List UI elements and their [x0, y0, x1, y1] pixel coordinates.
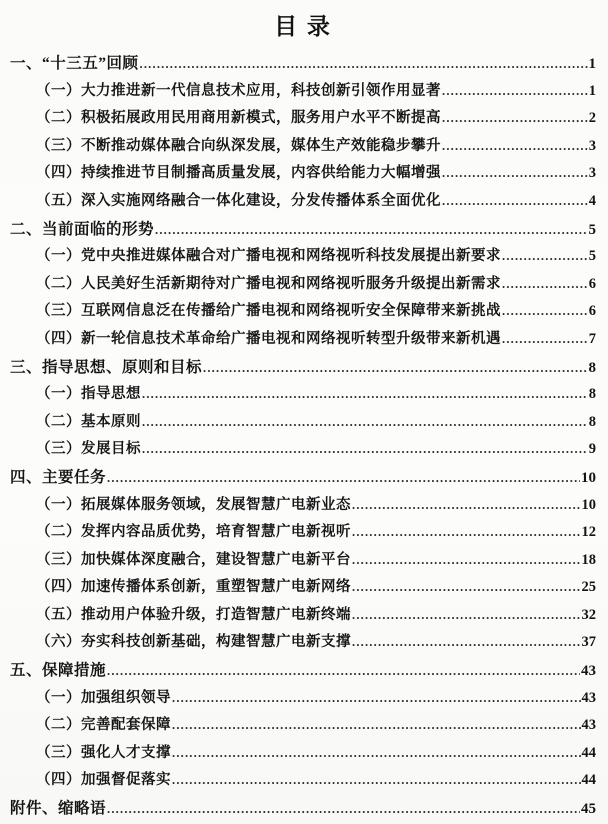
dot-leader: [352, 498, 581, 513]
toc-entry[interactable]: [10, 410, 596, 438]
dot-leader: [442, 111, 588, 126]
toc-entry-page: 6: [588, 275, 596, 292]
toc-entry[interactable]: [10, 548, 596, 576]
toc-entry-label: （六）夯实科技创新基础，构建智慧广电新支撑: [36, 634, 351, 651]
toc-entry-page: 7: [588, 330, 596, 347]
toc-entry-label: （三）加快媒体深度融合，建设智慧广电新平台: [36, 551, 351, 568]
toc-entry-label: 三、指导思想、原则和目标: [10, 358, 203, 376]
toc-entry-page: 8: [588, 413, 596, 430]
toc-entry-page: 32: [581, 606, 596, 623]
dot-leader: [172, 746, 581, 761]
toc-entry[interactable]: [10, 741, 596, 769]
toc-entry[interactable]: [10, 299, 596, 327]
toc-entry-page: 12: [581, 524, 596, 541]
dot-leader: [172, 691, 581, 706]
dot-leader: [442, 139, 588, 154]
dot-leader: [107, 802, 580, 817]
toc-entry-label: （二）基本原则: [36, 413, 141, 430]
toc-entry-page: 4: [588, 192, 596, 209]
dot-leader: [107, 471, 580, 486]
toc-entry[interactable]: [10, 106, 596, 134]
toc-entry[interactable]: [10, 51, 596, 79]
toc-entry[interactable]: [10, 575, 596, 603]
toc-entry[interactable]: [10, 217, 596, 245]
toc-entry-label: （五）深入实施网络融合一体化建设，分发传播体系全面优化: [36, 192, 441, 209]
dot-leader: [352, 525, 581, 540]
dot-leader: [172, 773, 581, 788]
dot-leader: [502, 304, 588, 319]
toc-entry-page: 43: [581, 663, 596, 680]
dot-leader: [442, 84, 588, 99]
dot-leader: [502, 332, 588, 347]
toc-entry-label: 二、当前面临的形势: [10, 220, 155, 238]
toc-entry-page: 5: [588, 248, 596, 265]
toc-entry-page: 45: [581, 801, 596, 818]
dot-leader: [140, 57, 588, 72]
toc-entry[interactable]: [10, 658, 596, 686]
toc-entry[interactable]: [10, 437, 596, 465]
dot-leader: [142, 442, 588, 457]
toc-entry-label: （一）拓展媒体服务领域，发展智慧广电新业态: [36, 496, 351, 513]
toc-entry[interactable]: [10, 603, 596, 631]
dot-leader: [142, 387, 588, 402]
toc-entry-label: （四）加速传播体系创新，重塑智慧广电新网络: [36, 579, 351, 596]
toc-entry-page: 2: [588, 110, 596, 127]
toc-entry-label: （三）强化人才支撑: [36, 744, 171, 761]
toc-entry-page: 5: [588, 221, 596, 238]
toc-entry-label: （四）加强督促落实: [36, 772, 171, 789]
toc-entry-page: 43: [581, 689, 596, 706]
toc-entry[interactable]: [10, 327, 596, 355]
toc-entry[interactable]: [10, 272, 596, 300]
toc-entry-label: （一）加强组织领导: [36, 689, 171, 706]
toc-entry-page: 18: [581, 551, 596, 568]
toc-entry-page: 3: [588, 165, 596, 182]
toc-entry-label: （一）大力推进新一代信息技术应用，科技创新引领作用显著: [36, 82, 441, 99]
toc-entry-page: 8: [588, 359, 596, 376]
dot-leader: [107, 664, 580, 679]
toc-entry-label: 附件、缩略语: [10, 800, 107, 818]
toc-entry-page: 25: [581, 579, 596, 596]
dot-leader: [442, 194, 588, 209]
toc-entry[interactable]: [10, 768, 596, 796]
toc-entry[interactable]: [10, 161, 596, 189]
dot-leader: [155, 223, 587, 238]
toc-entry-label: （二）发挥内容品质优势，培育智慧广电新视听: [36, 524, 351, 541]
dot-leader: [352, 635, 581, 650]
toc-entry-page: 10: [581, 496, 596, 513]
toc-entry-page: 43: [581, 717, 596, 734]
page-title: 目 录: [274, 14, 332, 39]
dot-leader: [142, 415, 588, 430]
toc-entry[interactable]: [10, 465, 596, 493]
toc-entry-label: 一、“十三五”回顾: [10, 55, 139, 72]
toc-entry[interactable]: [10, 493, 596, 521]
dot-leader: [172, 718, 581, 733]
toc-entry-page: 1: [588, 56, 596, 72]
toc-entry[interactable]: [10, 520, 596, 548]
toc-entry-label: （二）积极拓展政用民用商用新模式，服务用户水平不断提高: [36, 110, 441, 127]
toc-entry-page: 37: [581, 634, 596, 651]
toc-entry-label: （二）人民美好生活新期待对广播电视和网络视听服务升级提出新需求: [36, 275, 501, 292]
toc-entry[interactable]: [10, 630, 596, 658]
toc-entry-page: 44: [581, 744, 596, 761]
dot-leader: [203, 361, 587, 376]
toc-entry[interactable]: [10, 382, 596, 410]
toc-entry-page: 3: [588, 137, 596, 154]
toc-entry-label: （二）完善配套保障: [36, 717, 171, 734]
toc-entry-label: （一）指导思想: [36, 386, 141, 403]
toc-entry-label: （四）持续推进节目制播高质量发展，内容供给能力大幅增强: [36, 165, 441, 182]
toc-entry-label: （三）互联网信息泛在传播给广播电视和网络视听安全保障带来新挑战: [36, 303, 501, 320]
toc-entry-page: 1: [588, 82, 596, 99]
toc-entry-label: （一）党中央推进媒体融合对广播电视和网络视听科技发展提出新要求: [36, 248, 501, 265]
toc-entry-label: （四）新一轮信息技术革命给广播电视和网络视听转型升级带来新机遇: [36, 330, 501, 347]
toc-entry-page: 10: [581, 469, 596, 486]
toc-entry-label: （五）推动用户体验升级，打造智慧广电新终端: [36, 606, 351, 623]
toc-list: [10, 51, 596, 824]
toc-entry-page: 8: [588, 386, 596, 403]
toc-entry[interactable]: [10, 79, 596, 107]
toc-entry[interactable]: [10, 796, 596, 824]
toc-entry[interactable]: [10, 355, 596, 383]
dot-leader: [352, 553, 581, 568]
dot-leader: [352, 580, 581, 595]
toc-entry-label: （三）发展目标: [36, 441, 141, 458]
toc-entry[interactable]: [10, 134, 596, 162]
toc-entry-page: 44: [581, 772, 596, 789]
toc-entry-page: 6: [588, 303, 596, 320]
dot-leader: [502, 277, 588, 292]
dot-leader: [352, 608, 581, 623]
toc-entry-label: 四、主要任务: [10, 468, 107, 486]
toc-entry[interactable]: [10, 189, 596, 217]
dot-leader: [442, 166, 588, 181]
toc-entry[interactable]: [10, 244, 596, 272]
toc-entry-page: 9: [588, 441, 596, 458]
toc-entry-label: （三）不断推动媒体融合向纵深发展，媒体生产效能稳步攀升: [36, 137, 441, 154]
toc-entry[interactable]: [10, 686, 596, 714]
toc-entry[interactable]: [10, 713, 596, 741]
dot-leader: [502, 249, 588, 264]
toc-entry-label: 五、保障措施: [10, 662, 107, 680]
